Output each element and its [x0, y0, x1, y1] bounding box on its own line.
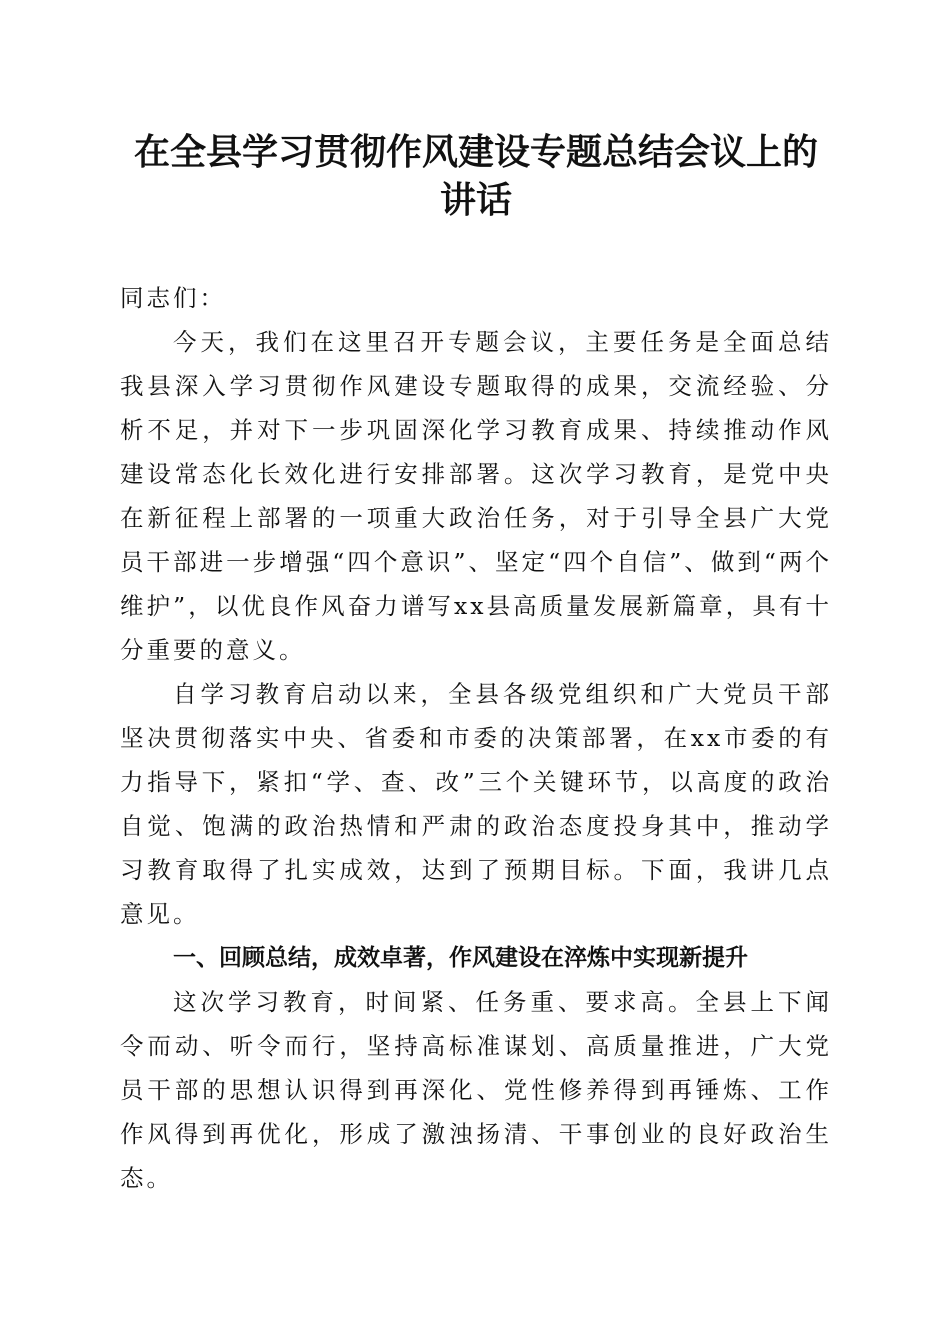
- document-title: 在全县学习贯彻作风建设专题总结会议上的讲话: [133, 131, 818, 221]
- section-paragraph: 这次学习教育，时间紧、任务重、要求高。全县上下闻令而动、听令而行，坚持高标准谋划、高质量推进，广大党员干部的思想认识得到再深化、党性修养得到再锤炼、工作作风得到再优化，形成了激浊扬清、干事创业的良好政治生态。: [120, 988, 832, 1192]
- document-page: [120, 128, 832, 1200]
- section-heading: 一、回顾总结，成效卓著，作风建设在淬炼中实现新提升: [173, 945, 748, 971]
- salutation: 同志们：: [120, 284, 226, 312]
- paragraph-progress: 自学习教育启动以来，全县各级党组织和广大党员干部坚决贯彻落实中央、省委和市委的决策部署，在xx市委的有力指导下，紧扣“学、查、改”三个关键环节，以高度的政治自觉、饱满的政治热情和严肃的政治态度投身其中，推动学习教育取得了扎实成效，达到了预期目标。下面，我讲几点意见。: [120, 680, 832, 928]
- paragraph-intro: 今天，我们在这里召开专题会议，主要任务是全面总结我县深入学习贯彻作风建设专题取得的成果，交流经验、分析不足，并对下一步巩固深化学习教育成果、持续推动作风建设常态化长效化进行安排部署。这次学习教育，是党中央在新征程上部署的一项重大政治任务，对于引导全县广大党员干部进一步增强“四个意识”、坚定“四个自信”、做到“两个维护”，以优良作风奋力谱写xx县高质量发展新篇章，具有十分重要的意义。: [120, 328, 832, 664]
